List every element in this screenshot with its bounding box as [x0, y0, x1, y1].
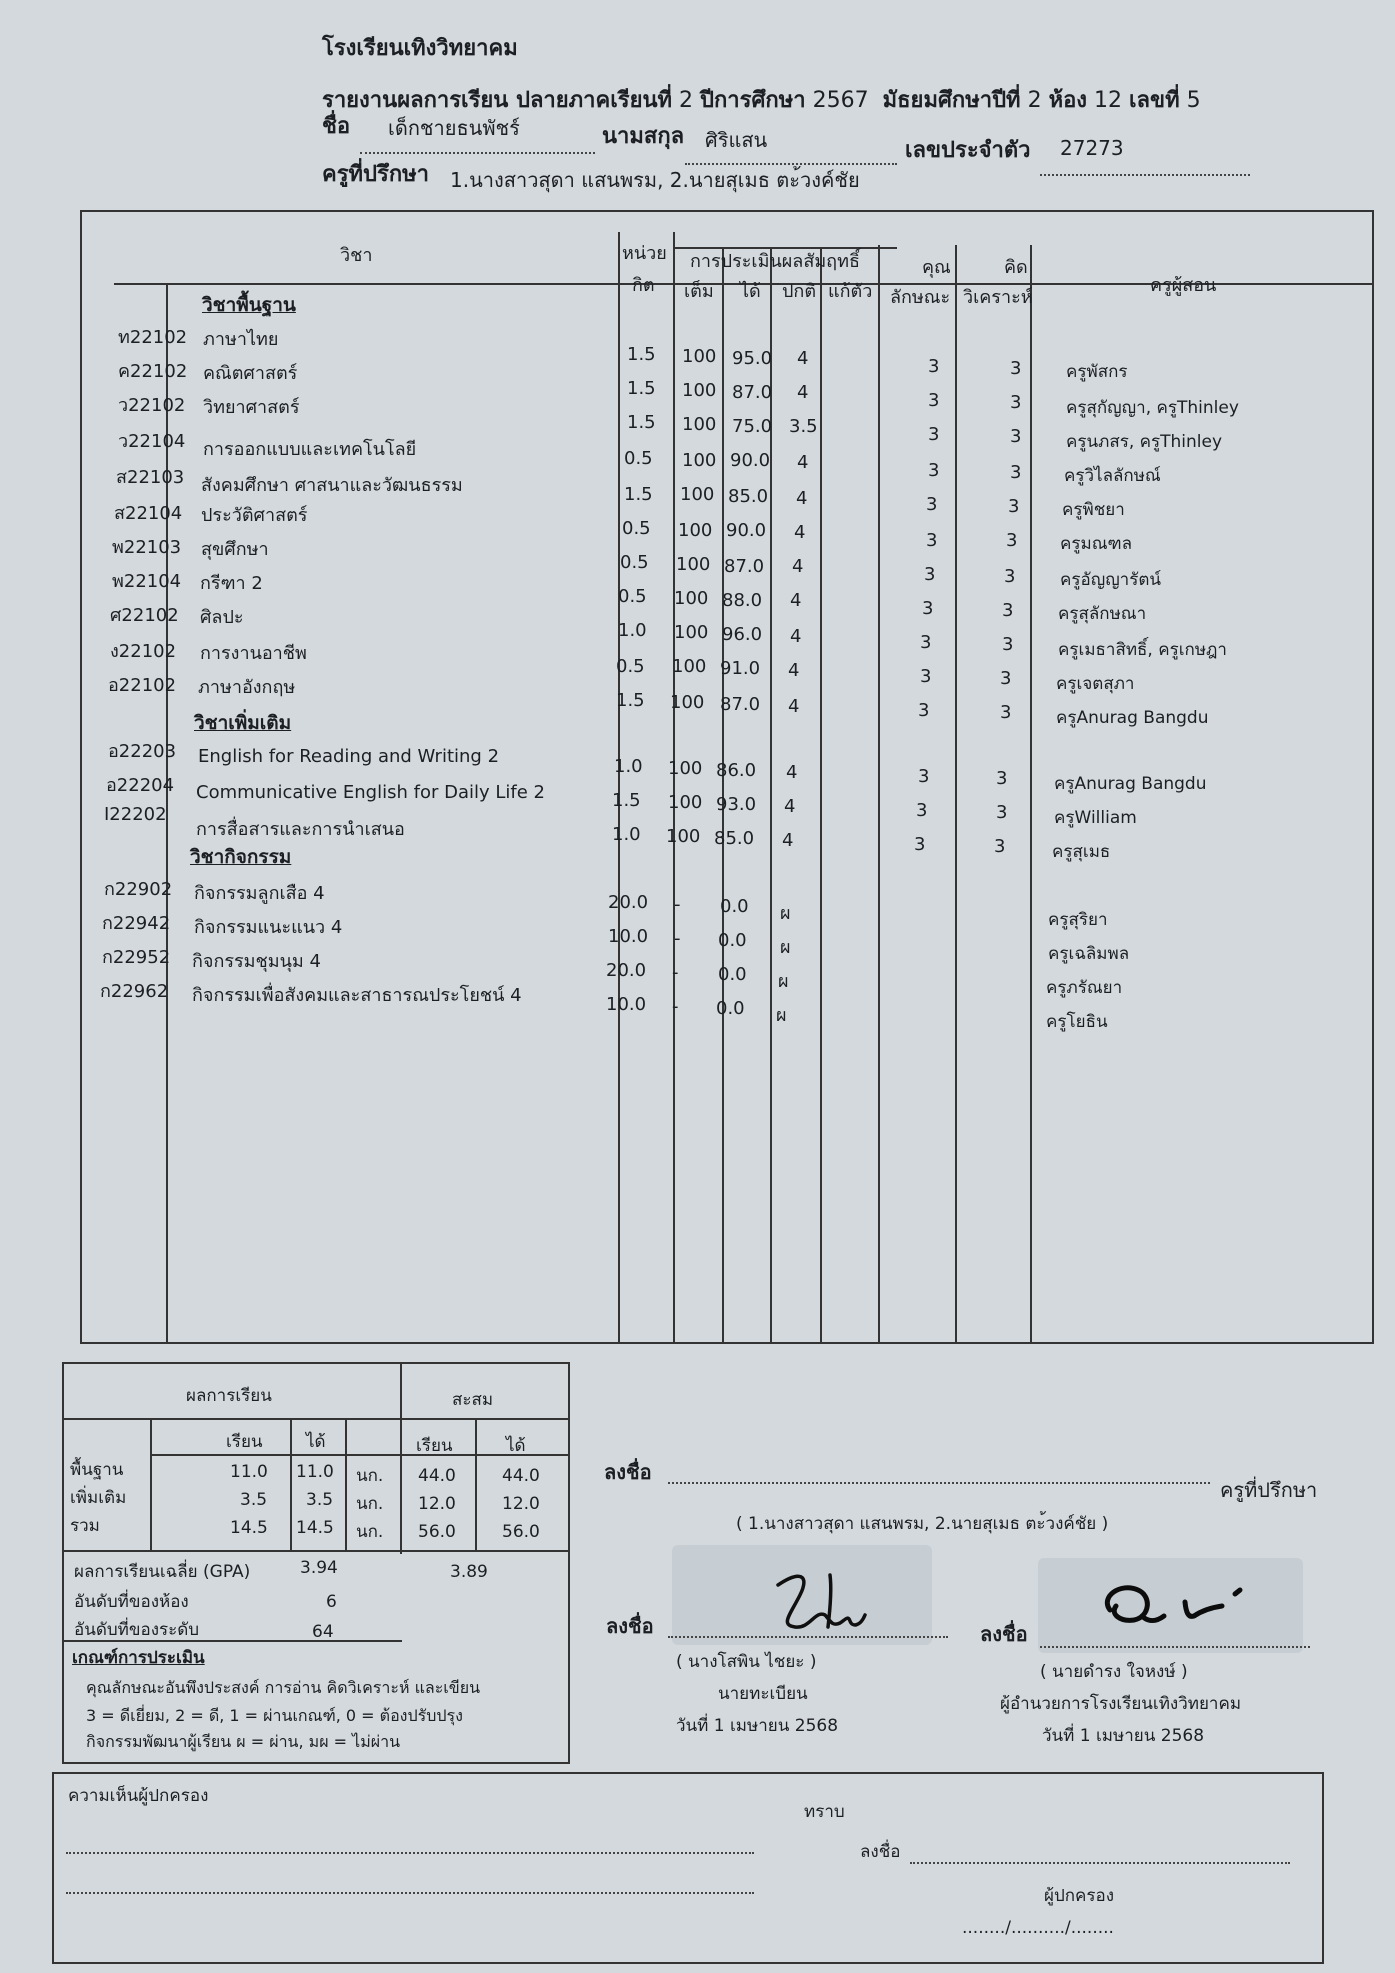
room: 12	[1094, 88, 1123, 113]
subject-code: ท22102	[118, 327, 188, 348]
director-name: ( นายดำรง ใจหงษ์ )	[1040, 1662, 1188, 1682]
score: 87.0	[720, 694, 761, 715]
subject-code: อ22204	[106, 775, 175, 796]
report-title: รายงานผลการเรียน ปลายภาคเรียนที่	[322, 88, 673, 113]
room-rank-value: 6	[326, 1592, 337, 1612]
score: 87.0	[732, 382, 773, 403]
virtue: 3	[916, 800, 928, 821]
summary-cumulative-label: สะสม	[452, 1390, 494, 1410]
think: 3	[996, 802, 1008, 823]
teacher: ครูสุริยา	[1048, 910, 1108, 930]
subject-name: กิจกรรมลูกเสือ 4	[194, 883, 325, 904]
grade: 4	[790, 626, 802, 647]
virtue: 3	[918, 766, 930, 787]
virtue: 3	[914, 834, 926, 855]
gpa-label: ผลการเรียนเฉลี่ย (GPA)	[74, 1562, 251, 1582]
virtue: 3	[926, 530, 938, 551]
year: 2567	[812, 88, 869, 113]
full-score: 100	[682, 346, 717, 367]
full-score: 100	[682, 414, 717, 435]
teacher: ครูสุกัญญา, ครูThinley	[1066, 398, 1239, 418]
header-got: ได้	[740, 281, 761, 302]
criteria-line-3: กิจกรรมพัฒนาผู้เรียน ผ = ผ่าน, มผ = ไม่ผ่าน	[86, 1732, 401, 1751]
grade: ผ	[780, 903, 791, 924]
virtue: 3	[922, 598, 934, 619]
grade: 3.5	[789, 416, 818, 437]
grade: 4	[792, 556, 804, 577]
room-label: ห้อง	[1048, 88, 1088, 113]
think: 3	[1010, 462, 1022, 483]
row-study: 11.0	[230, 1462, 268, 1482]
teacher: ครูAnurag Bangdu	[1054, 774, 1207, 794]
row-unit: นก.	[356, 1522, 384, 1542]
subject-name: ประวัติศาสตร์	[201, 505, 308, 526]
virtue: 3	[928, 424, 940, 445]
header-fix: แก้ตัว	[828, 281, 873, 302]
full-score: 100	[676, 554, 711, 575]
year-label: ปีการศึกษา	[700, 88, 806, 113]
teacher: ครูโยธิน	[1046, 1012, 1108, 1032]
row-got: 11.0	[296, 1462, 334, 1482]
full-score: 100	[670, 692, 705, 713]
parent-ack: ทราบ	[804, 1802, 845, 1822]
credit: 0.5	[616, 656, 645, 677]
score: 91.0	[720, 658, 761, 679]
credit: 1.5	[612, 790, 641, 811]
subject-name: English for Reading and Writing 2	[198, 746, 500, 767]
teacher: ครูเฉลิมพล	[1048, 944, 1130, 964]
credit: 10.0	[606, 994, 647, 1015]
parent-date: ......../........../........	[962, 1918, 1114, 1938]
name-label: ชื่อ	[322, 114, 351, 139]
score: 0.0	[718, 964, 747, 985]
parent-sign-label: ลงชื่อ	[860, 1842, 901, 1862]
subject-code: ง22102	[110, 641, 177, 662]
think: 3	[1004, 566, 1016, 587]
header-normal: ปกติ	[782, 281, 817, 302]
header-credit-2: กิต	[632, 275, 655, 296]
teacher: ครูWilliam	[1054, 808, 1137, 828]
teacher: ครูวิไลลักษณ์	[1064, 466, 1161, 486]
grade: ผ	[776, 1005, 787, 1026]
subject-code: อ22102	[108, 675, 177, 696]
think: 3	[1010, 358, 1022, 379]
score: 85.0	[728, 486, 769, 507]
row-unit: นก.	[356, 1466, 384, 1486]
subject-code: พ22104	[112, 571, 182, 592]
full-score: 100	[674, 588, 709, 609]
grade: 4	[797, 382, 809, 403]
subject-name: กิจกรรมแนะแนว 4	[194, 917, 343, 938]
think: 3	[1008, 496, 1020, 517]
header-virtue-2: ลักษณะ	[890, 287, 951, 308]
criteria-title: เกณฑ์การประเมิน	[72, 1648, 205, 1668]
think: 3	[1010, 392, 1022, 413]
subject-code: ศ22102	[110, 605, 179, 626]
student-id: 27273	[1060, 136, 1124, 160]
subject-name: วิทยาศาสตร์	[203, 397, 300, 418]
teacher: ครูอัญญารัตน์	[1060, 570, 1162, 590]
row-label: รวม	[70, 1516, 100, 1536]
full-score: 100	[668, 792, 703, 813]
row-cum-got: 44.0	[502, 1466, 540, 1486]
virtue: 3	[928, 460, 940, 481]
row-label: พื้นฐาน	[70, 1460, 124, 1480]
subject-name: ภาษาอังกฤษ	[198, 677, 296, 698]
score: 93.0	[716, 794, 757, 815]
row-cum-study: 44.0	[418, 1466, 456, 1486]
id-label: เลขประจำตัว	[905, 138, 1031, 163]
row-cum-study: 12.0	[418, 1494, 456, 1514]
teacher: ครูAnurag Bangdu	[1056, 708, 1209, 728]
registrar-date: วันที่ 1 เมษายน 2568	[676, 1716, 839, 1736]
score: 0.0	[720, 896, 749, 917]
registrar-signature-mark	[770, 1565, 890, 1645]
subject-code: ส22103	[116, 467, 185, 488]
summary-cum-got-label: ได้	[506, 1436, 526, 1456]
header-think-1: คิด	[1004, 257, 1028, 278]
teacher: ครูเมธาสิทธิ์, ครูเกษฎา	[1058, 640, 1227, 660]
teacher: ครูพิชยา	[1062, 500, 1125, 520]
subject-name: การออกแบบและเทคโนโลยี	[203, 439, 417, 460]
grade: 4	[782, 830, 794, 851]
credit: 1.5	[627, 344, 656, 365]
teacher: ครูภรัณยา	[1046, 978, 1123, 998]
row-study: 3.5	[240, 1490, 268, 1510]
score: 85.0	[714, 828, 755, 849]
student-name: เด็กชายธนพัชร์	[388, 116, 520, 140]
virtue: 3	[920, 632, 932, 653]
director-signature-mark	[1090, 1572, 1260, 1642]
parent-comment-label: ความเห็นผู้ปกครอง	[68, 1786, 209, 1806]
subject-code: ก22942	[102, 913, 171, 934]
header-subject: วิชา	[340, 245, 373, 266]
subject-name: กิจกรรมเพื่อสังคมและสาธารณประโยชน์ 4	[192, 985, 522, 1006]
subject-name: การงานอาชีพ	[200, 643, 307, 664]
credit: 1.5	[624, 484, 653, 505]
criteria-line-1: คุณลักษณะอันพึงประสงค์ การอ่าน คิดวิเคราะห์ และเขียน	[86, 1678, 481, 1697]
subject-name: สุขศึกษา	[201, 539, 269, 560]
grade: 4	[786, 762, 798, 783]
grade: ผ	[780, 937, 791, 958]
row-cum-got: 12.0	[502, 1494, 540, 1514]
grade: 4	[794, 522, 806, 543]
virtue: 3	[926, 494, 938, 515]
full-score: -	[674, 894, 681, 915]
think: 3	[1000, 668, 1012, 689]
row-got: 3.5	[306, 1490, 334, 1510]
row-label: เพิ่มเติม	[70, 1488, 127, 1508]
subject-name: ศิลปะ	[200, 607, 244, 628]
credit: 20.0	[608, 892, 649, 913]
grade: 4	[797, 452, 809, 473]
subject-code: ว22102	[118, 395, 186, 416]
summary-got-label: ได้	[306, 1432, 326, 1452]
score: 75.0	[732, 416, 773, 437]
grade: ผ	[778, 971, 789, 992]
full-score: 100	[666, 826, 701, 847]
think: 3	[1006, 530, 1018, 551]
registrar-role: นายทะเบียน	[718, 1684, 808, 1704]
school-name: โรงเรียนเทิงวิทยาคม	[322, 36, 518, 61]
teacher: ครูพัสกร	[1066, 362, 1128, 382]
teacher: ครูนภสร, ครูThinley	[1066, 432, 1223, 452]
credit: 0.5	[624, 448, 653, 469]
think: 3	[994, 836, 1006, 857]
semester: 2	[679, 88, 694, 113]
credit: 0.5	[622, 518, 651, 539]
score: 90.0	[726, 520, 767, 541]
director-sign-label: ลงชื่อ	[980, 1622, 1028, 1646]
subject-name: Communicative English for Daily Life 2	[196, 782, 545, 803]
grade: 4	[788, 696, 800, 717]
subject-code: อ22203	[108, 741, 177, 762]
full-score: 100	[680, 484, 715, 505]
grade-label: มัธยมศึกษาปีที่	[882, 88, 1021, 113]
think: 3	[996, 768, 1008, 789]
advisor-names: 1.นางสาวสุดา แสนพรม, 2.นายสุเมธ ตะ้วงค์ชัย	[450, 168, 860, 192]
full-score: 100	[682, 450, 717, 471]
subject-name: สังคมศึกษา ศาสนาและวัฒนธรรม	[201, 475, 463, 496]
advisor-sign-names: ( 1.นางสาวสุดา แสนพรม, 2.นายสุเมธ ตะ้วงค์ชัย )	[736, 1514, 1109, 1534]
director-role: ผู้อำนวยการโรงเรียนเทิงวิทยาคม	[1000, 1694, 1242, 1714]
advisor-sign-label: ลงชื่อ	[604, 1460, 652, 1484]
full-score: 100	[674, 622, 709, 643]
virtue: 3	[920, 666, 932, 687]
row-study: 14.5	[230, 1518, 268, 1538]
subject-name: กิจกรรมชุมนุม 4	[192, 951, 321, 972]
advisor-label: ครูที่ปรึกษา	[322, 162, 429, 187]
gpa-value: 3.94	[300, 1558, 338, 1578]
full-score: -	[674, 928, 681, 949]
room-rank-label: อันดับที่ของห้อง	[74, 1592, 189, 1612]
full-score: 100	[678, 520, 713, 541]
credit: 1.5	[627, 412, 656, 433]
row-cum-study: 56.0	[418, 1522, 456, 1542]
subject-name: คณิตศาสตร์	[203, 363, 298, 384]
header-assessment: การประเมินผลสัมฤทธิ์	[690, 251, 860, 272]
credit: 10.0	[608, 926, 649, 947]
summary-cum-study-label: เรียน	[416, 1436, 453, 1456]
section-extra: วิชาเพิ่มเติม	[194, 712, 292, 734]
level-rank-label: อันดับที่ของระดับ	[74, 1620, 200, 1640]
advisor-role: ครูที่ปรึกษา	[1220, 1478, 1318, 1502]
summary-study-label: เรียน	[226, 1432, 263, 1452]
grade: 4	[796, 488, 808, 509]
section-activity: วิชากิจกรรม	[190, 846, 292, 868]
subject-code: ค22102	[118, 361, 188, 382]
student-surname: ศิริแสน	[705, 128, 768, 152]
subject-name: กรีฑา 2	[200, 573, 263, 594]
header-credit-1: หน่วย	[622, 243, 667, 264]
row-cum-got: 56.0	[502, 1522, 540, 1542]
subject-name: ภาษาไทย	[203, 329, 279, 350]
grade: 4	[797, 348, 809, 369]
number-label: เลขที่	[1129, 88, 1180, 113]
grade: 2	[1027, 88, 1042, 113]
credit: 0.5	[620, 552, 649, 573]
full-score: 100	[668, 758, 703, 779]
score: 96.0	[722, 624, 763, 645]
teacher: ครูสุลักษณา	[1058, 604, 1147, 624]
score: 86.0	[716, 760, 757, 781]
credit: 20.0	[606, 960, 647, 981]
score: 87.0	[724, 556, 765, 577]
credit: 1.0	[614, 756, 643, 777]
teacher: ครูเจตสุภา	[1056, 674, 1135, 694]
score: 88.0	[722, 590, 763, 611]
summary-results-label: ผลการเรียน	[186, 1386, 272, 1406]
criteria-line-2: 3 = ดีเยี่ยม, 2 = ดี, 1 = ผ่านเกณฑ์, 0 = ต้องปรับปรุง	[86, 1706, 463, 1725]
virtue: 3	[928, 390, 940, 411]
row-got: 14.5	[296, 1518, 334, 1538]
teacher: ครูมณฑล	[1060, 534, 1133, 554]
header-virtue-1: คุณ	[922, 257, 951, 278]
think: 3	[1002, 600, 1014, 621]
score: 0.0	[718, 930, 747, 951]
credit: 1.5	[627, 378, 656, 399]
parent-role: ผู้ปกครอง	[1044, 1886, 1115, 1906]
subject-code: ก22902	[104, 879, 173, 900]
subject-code: พ22103	[112, 537, 182, 558]
director-date: วันที่ 1 เมษายน 2568	[1042, 1726, 1205, 1746]
score: 0.0	[716, 998, 745, 1019]
subject-code: ก22952	[102, 947, 171, 968]
think: 3	[1000, 702, 1012, 723]
subject-code: I22202	[104, 804, 167, 825]
grade: 4	[788, 660, 800, 681]
full-score: -	[672, 962, 679, 983]
credit: 1.0	[612, 824, 641, 845]
student-number: 5	[1186, 88, 1201, 113]
grade: 4	[784, 796, 796, 817]
full-score: 100	[672, 656, 707, 677]
virtue: 3	[924, 564, 936, 585]
credit: 1.0	[618, 620, 647, 641]
teacher: ครูสุเมธ	[1052, 842, 1111, 862]
credit: 0.5	[618, 586, 647, 607]
registrar-sign-label: ลงชื่อ	[606, 1614, 654, 1638]
virtue: 3	[918, 700, 930, 721]
score: 90.0	[730, 450, 771, 471]
header-teacher: ครูผู้สอน	[1150, 275, 1217, 296]
subject-code: ว22104	[118, 431, 186, 452]
level-rank-value: 64	[312, 1622, 334, 1642]
row-unit: นก.	[356, 1494, 384, 1514]
registrar-name: ( นางโสพิน ไชยะ )	[676, 1652, 817, 1672]
subject-name: การสื่อสารและการนำเสนอ	[196, 819, 405, 840]
header-think-2: วิเคราะห์	[963, 287, 1033, 308]
cum-gpa-value: 3.89	[450, 1562, 488, 1582]
subject-code: ส22104	[114, 503, 183, 524]
header-full: เต็ม	[684, 281, 714, 302]
virtue: 3	[928, 356, 940, 377]
grade: 4	[790, 590, 802, 611]
think: 3	[1002, 634, 1014, 655]
subject-code: ก22962	[100, 981, 169, 1002]
section-basic: วิชาพื้นฐาน	[202, 294, 296, 316]
full-score: 100	[682, 380, 717, 401]
full-score: -	[672, 996, 679, 1017]
credit: 1.5	[616, 690, 645, 711]
score: 95.0	[732, 348, 773, 369]
think: 3	[1010, 426, 1022, 447]
surname-label: นามสกุล	[602, 124, 685, 149]
